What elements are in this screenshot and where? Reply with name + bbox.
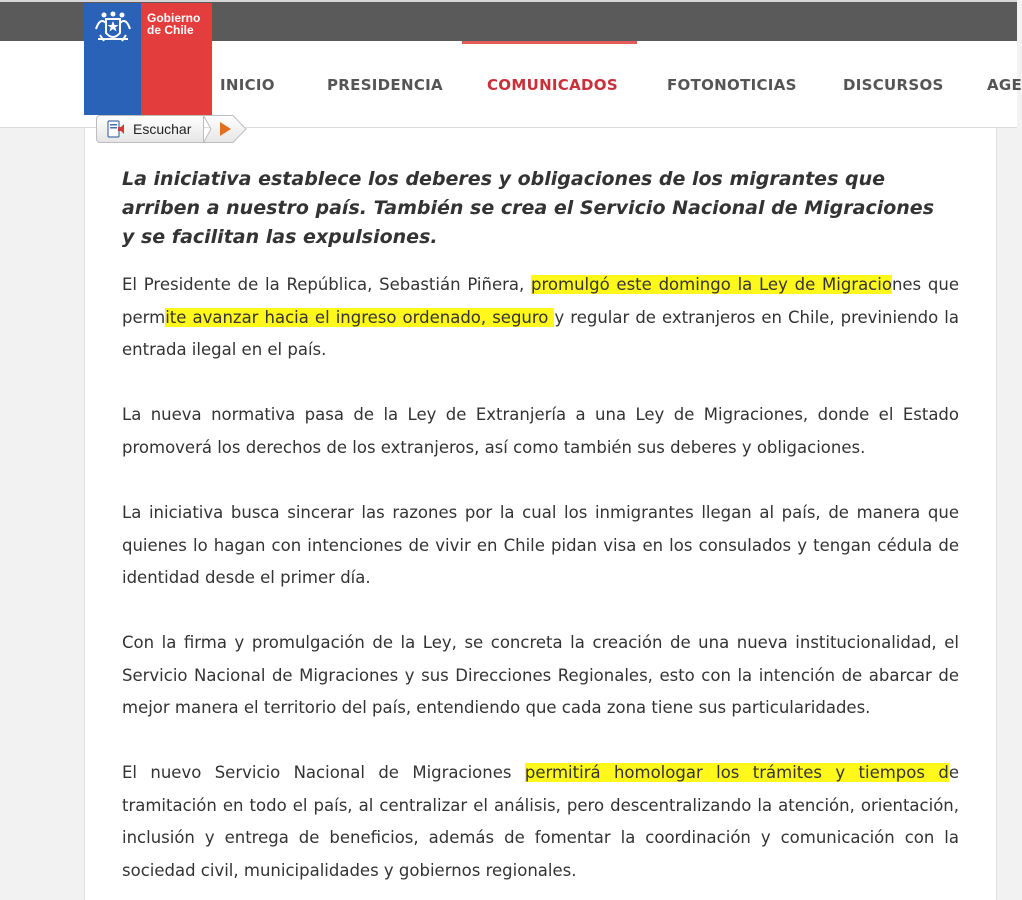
paragraph-5-text-a: El nuevo Servicio Nacional de Migraciones [122, 763, 525, 782]
paragraph-1-text-a: El Presidente de la República, Sebastián Piñera, [122, 275, 531, 294]
paragraph-5 [122, 757, 959, 887]
paragraph-1 [122, 269, 959, 367]
listen-button[interactable] [96, 115, 204, 143]
paragraph-5-text-b: e tramitación en todo el país, al centralizar el análisis, pero descentralizando la atención, orientación, inclusión y entrega de beneficios, además de fomentar la coordinación y comunicación con la sociedad civil, municipalidades y gobiernos regionales. [122, 763, 959, 880]
highlight-1: promulgó este domingo la Ley de Migracio [531, 275, 892, 294]
nav-item-inicio[interactable]: INICIO [220, 76, 275, 94]
logo-line-2: de Chile [147, 23, 194, 37]
logo-red-panel [141, 3, 212, 115]
play-button[interactable] [203, 115, 247, 143]
paragraph-1-text-c: y regular de extranjeros en Chile, previniendo la entrada ilegal en el país. [122, 307, 959, 359]
paragraph-1-text-b: nes que perm [122, 275, 959, 327]
active-tab-indicator [462, 41, 637, 44]
highlight-2: ite avanzar hacia el ingreso ordenado, seguro [165, 307, 555, 327]
paragraph-4: Con la firma y promulgación de la Ley, se concreta la creación de una nueva institucionalidad, el Servicio Nacional de Migraciones y sus Direcciones Regionales, esto con la intención de abarcar de mejor manera el territorio del país, entendiendo que cada zona tiene sus particularidades. [122, 633, 959, 717]
nav-item-discursos[interactable]: DISCURSOS [843, 76, 944, 94]
chile-coat-of-arms-icon [92, 9, 134, 47]
paragraph-3: La iniciativa busca sincerar las razones por la cual los inmigrantes llegan al país, de manera que quienes lo hagan con intenciones de vivir en Chile pidan visa en los consulados y tengan cédula de identidad desde el primer día. [122, 503, 959, 587]
highlight-3: permitirá homologar los trámites y tiempos d [524, 763, 949, 782]
listen-label: Escuchar [133, 121, 192, 137]
article-lead: La iniciativa establece los deberes y obligaciones de los migrantes que arriben a nuestro país. También se crea el Servicio Nacional de Migraciones y se facilitan las expulsiones. [122, 168, 934, 248]
nav-item-agenda[interactable]: AGE [987, 76, 1022, 94]
nav-item-comunicados[interactable]: COMUNICADOS [487, 76, 618, 94]
gobierno-de-chile-logo[interactable] [84, 3, 212, 115]
nav-item-presidencia[interactable]: PRESIDENCIA [327, 76, 443, 94]
logo-line-1: Gobierno [147, 11, 201, 25]
play-icon [203, 115, 247, 143]
logo-blue-panel [84, 3, 141, 115]
listen-widget [96, 114, 247, 144]
logo-text [147, 12, 200, 36]
paragraph-2: La nueva normativa pasa de la Ley de Extranjería a una Ley de Migraciones, donde el Estado promoverá los derechos de los extranjeros, así como también sus deberes y obligaciones. [122, 405, 959, 457]
speaker-icon [107, 120, 127, 138]
nav-item-fotonoticias[interactable]: FOTONOTICIAS [667, 76, 797, 94]
